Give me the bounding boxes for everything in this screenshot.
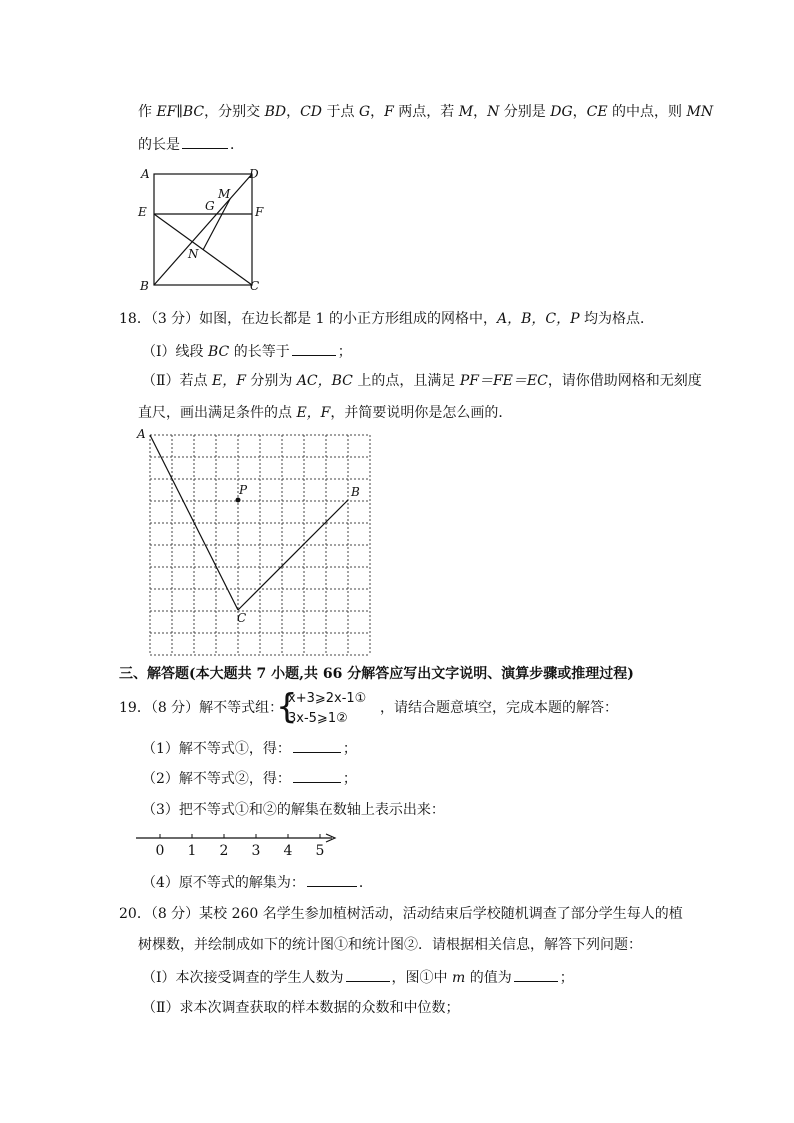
axis-tick-label: 2 bbox=[219, 843, 229, 859]
q20-line1: 20．（8 分）某校 260 名学生参加植树活动，活动结束后学校随机调查了部分学生每人的植 bbox=[119, 906, 683, 922]
q18-text: 均为格点． bbox=[579, 311, 654, 327]
q18-text: 上的点，且满足 bbox=[352, 373, 460, 389]
q17-text: 于点 bbox=[322, 104, 359, 120]
inequality-system-brace: { bbox=[276, 687, 298, 727]
line-bd bbox=[154, 174, 252, 285]
q18-text: ，并简要说明你是怎么画的． bbox=[330, 405, 513, 421]
q20-part1 bbox=[142, 967, 574, 988]
number-line bbox=[136, 826, 346, 860]
q17-text: 分别是 bbox=[499, 104, 551, 120]
answer-blank-q19-1[interactable] bbox=[293, 738, 341, 753]
variable-m: m bbox=[451, 970, 466, 986]
parallel-symbol: ∥ bbox=[176, 104, 183, 120]
label-m: M bbox=[218, 187, 231, 201]
points-ef: E，F bbox=[211, 373, 246, 389]
point-f: F bbox=[384, 104, 394, 120]
q18-part2 bbox=[142, 371, 702, 391]
q17-text: ，分别交 bbox=[204, 104, 265, 120]
label-c: C bbox=[237, 611, 247, 625]
q17-text: ． bbox=[230, 137, 244, 153]
q17-text: ， bbox=[572, 104, 587, 120]
label-a: A bbox=[141, 167, 150, 181]
q20-part2: （Ⅱ）求本次调查获取的样本数据的众数和中位数； bbox=[142, 1000, 460, 1016]
segment-ce: CE bbox=[586, 104, 608, 120]
segment-ef: EF bbox=[156, 104, 177, 120]
segment-cd: CD bbox=[300, 104, 323, 120]
q19-stem bbox=[119, 698, 283, 718]
segment-dg: DG bbox=[550, 104, 573, 120]
q20-text: （Ⅰ）本次接受调查的学生人数为 bbox=[142, 970, 344, 986]
q19-part3: （3）把不等式①和②的解集在数轴上表示出来： bbox=[142, 802, 445, 818]
q19-text: （2）解不等式②，得： bbox=[142, 771, 291, 787]
answer-blank-q17[interactable] bbox=[182, 134, 228, 149]
point-m: M bbox=[458, 104, 474, 120]
answer-blank-q19-2[interactable] bbox=[293, 768, 341, 783]
q17-text-line1 bbox=[138, 102, 713, 122]
label-c: C bbox=[250, 279, 260, 293]
q19-text: （1）解不等式①，得： bbox=[142, 741, 291, 757]
q17-figure bbox=[136, 162, 276, 294]
q18-text: 18．（3 分）如图，在边长都是 1 的小正方形组成的网格中， bbox=[119, 311, 497, 327]
label-d: D bbox=[249, 167, 259, 181]
axis-tick-label: 5 bbox=[315, 843, 325, 859]
axis-tick-label: 0 bbox=[155, 843, 165, 859]
answer-blank-q20-1[interactable] bbox=[346, 967, 390, 982]
axis-tick-label: 3 bbox=[251, 843, 261, 859]
segment-mn: MN bbox=[686, 104, 714, 120]
q18-text: 分别为 bbox=[245, 373, 297, 389]
q17-text: 作 bbox=[138, 104, 157, 120]
q19-text: （4）原不等式的解集为： bbox=[142, 875, 305, 891]
q19-part1 bbox=[142, 738, 357, 759]
q19-text: ； bbox=[342, 771, 357, 787]
point-g: G bbox=[358, 104, 371, 120]
q19-part2 bbox=[142, 768, 357, 789]
label-a: A bbox=[137, 427, 146, 441]
label-n: N bbox=[188, 247, 199, 261]
segment-cb bbox=[238, 500, 348, 610]
point-p bbox=[236, 498, 241, 503]
q20-line2: 树棵数，并绘制成如下的统计图①和统计图②．请根据相关信息，解答下列问题： bbox=[138, 937, 642, 953]
q18-grid-figure bbox=[136, 426, 376, 658]
label-b: B bbox=[140, 279, 149, 293]
label-p: P bbox=[239, 483, 248, 497]
q19-part4 bbox=[142, 872, 373, 893]
q17-text: ， bbox=[286, 104, 301, 120]
label-f: F bbox=[255, 205, 264, 219]
label-e: E bbox=[138, 205, 147, 219]
inequality-1: x+3⩾2x-1① bbox=[288, 691, 367, 706]
label-b: B bbox=[351, 485, 360, 499]
q20-text: ； bbox=[559, 970, 574, 986]
q18-text: （Ⅱ）若点 bbox=[142, 373, 212, 389]
segment-bd: BD bbox=[264, 104, 287, 120]
answer-blank-q19-4[interactable] bbox=[307, 872, 357, 887]
answer-blank-q20-2[interactable] bbox=[514, 967, 558, 982]
inequality-2: 3x-5⩾1② bbox=[288, 711, 348, 726]
axis-tick-label: 1 bbox=[187, 843, 197, 859]
q18-points: A，B，C，P bbox=[496, 311, 580, 327]
segments-ac-bc: AC，BC bbox=[296, 373, 353, 389]
q19-stem-tail bbox=[380, 698, 618, 718]
answer-blank-q18-1[interactable] bbox=[292, 341, 336, 356]
q17-text: 的中点，则 bbox=[607, 104, 687, 120]
q18-part2-line2 bbox=[138, 403, 512, 423]
q19-text: ． bbox=[358, 875, 373, 891]
q17-text: ， bbox=[473, 104, 488, 120]
q17-text: 两点，若 bbox=[393, 104, 459, 120]
q19-text: ； bbox=[342, 741, 357, 757]
q19-text: ，请结合题意填空，完成本题的解答： bbox=[380, 700, 618, 716]
equation-pf-fe-ec: PF＝FE＝EC bbox=[459, 373, 548, 389]
section-3-heading: 三、解答题(本大题共 7 小题,共 66 分解答应写出文字说明、演算步骤或推理过程) bbox=[119, 666, 634, 682]
segment-bc: BC bbox=[207, 344, 230, 360]
q18-text: ； bbox=[337, 344, 352, 360]
q17-text: 的长是 bbox=[138, 137, 180, 153]
q18-text: 的长等于 bbox=[229, 344, 290, 360]
q18-part1 bbox=[142, 341, 352, 362]
q20-text: ，图①中 bbox=[391, 970, 452, 986]
label-g: G bbox=[205, 199, 215, 213]
q17-text-line2 bbox=[138, 134, 244, 155]
segment-bc: BC bbox=[182, 104, 205, 120]
q17-text: ， bbox=[370, 104, 385, 120]
axis-tick-label: 4 bbox=[283, 843, 293, 859]
q18-text: （Ⅰ）线段 bbox=[142, 344, 208, 360]
q18-stem bbox=[119, 309, 654, 329]
point-n: N bbox=[487, 104, 500, 120]
grid-lines bbox=[150, 435, 370, 655]
points-ef: E，F bbox=[296, 405, 331, 421]
q19-text: 19．（8 分）解不等式组： bbox=[119, 700, 284, 716]
q18-text: ，请你借助网格和无刻度 bbox=[547, 373, 702, 389]
q20-text: 的值为 bbox=[465, 970, 512, 986]
q18-text: 直尺，画出满足条件的点 bbox=[138, 405, 297, 421]
